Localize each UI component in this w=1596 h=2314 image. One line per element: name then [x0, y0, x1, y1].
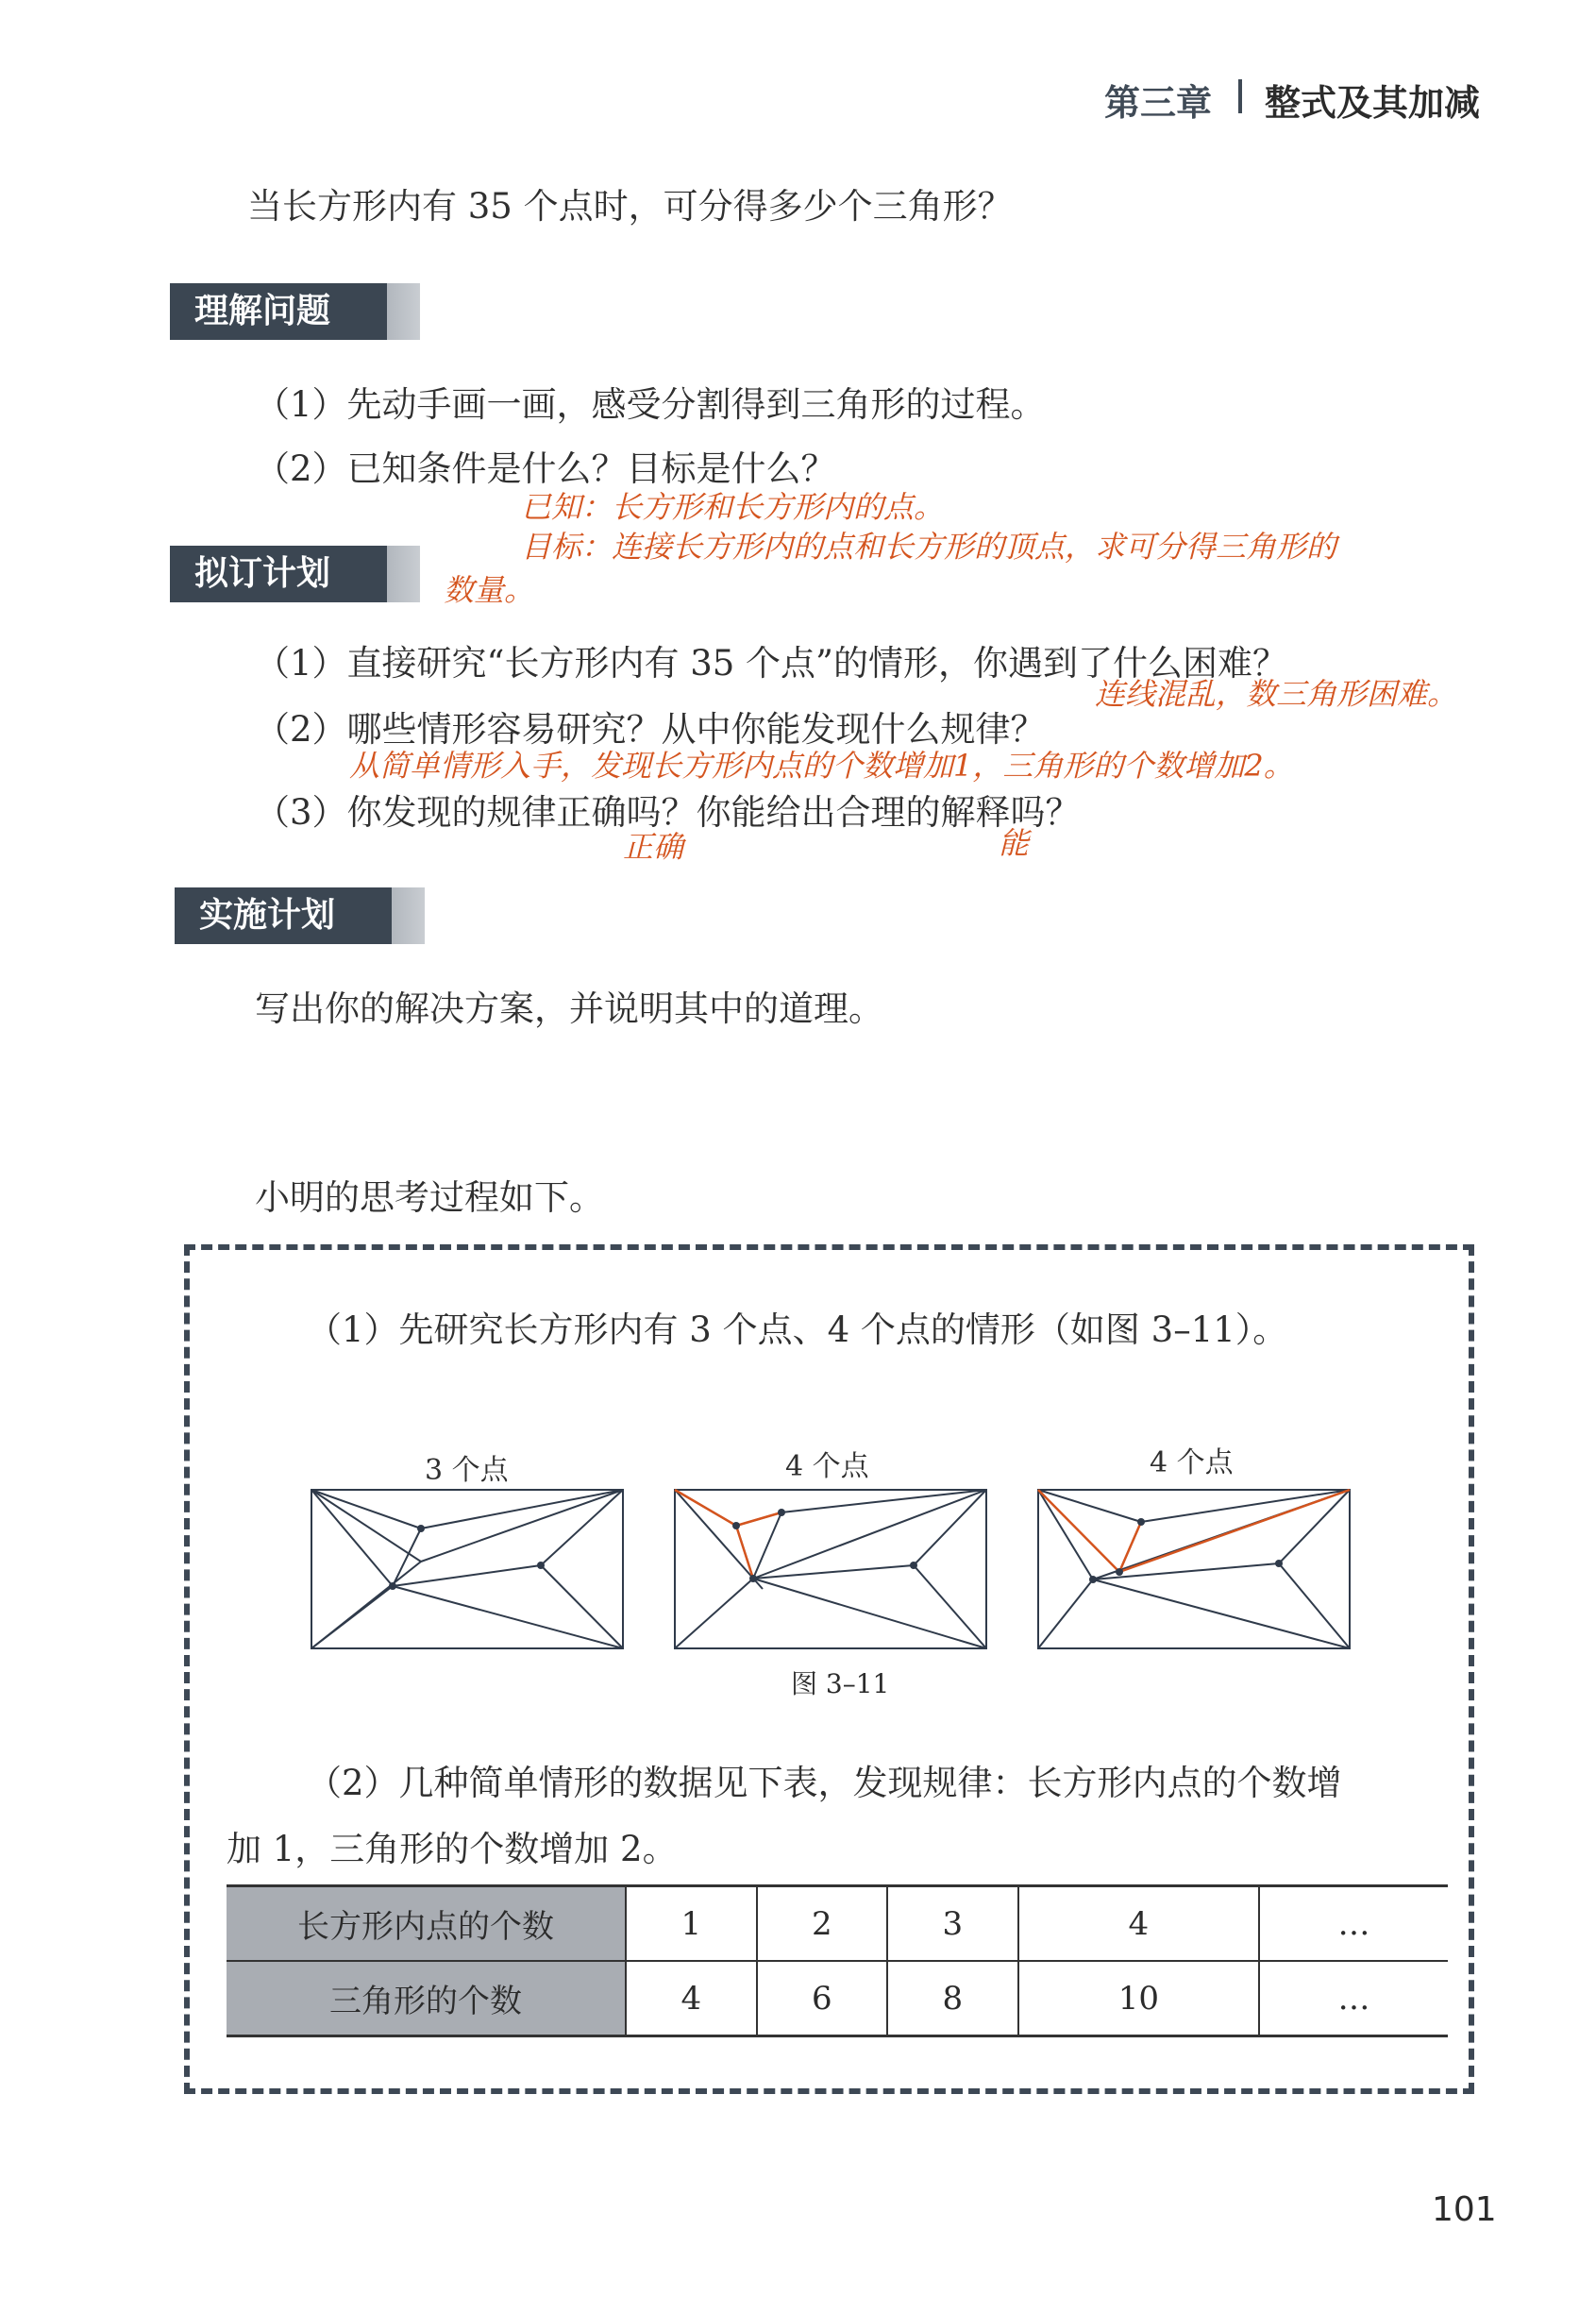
handwritten-can: 能	[999, 825, 1030, 861]
table-cell: 6	[757, 1961, 888, 2036]
figure-3-11-diagrams	[302, 1435, 1378, 1699]
section-badge-plan	[170, 546, 420, 602]
handwritten-goal-cont: 数量。	[444, 572, 535, 608]
question-text: 当长方形内有 35 个点时，可分得多少个三角形？	[247, 186, 1013, 227]
data-table	[227, 1884, 1448, 2037]
table-cell: 3	[887, 1886, 1018, 1962]
figure-caption: 图 3–11	[791, 1668, 890, 1699]
section-title-implement: 实施计划	[175, 887, 392, 944]
row-header-triangles: 三角形的个数	[227, 1961, 626, 2036]
handwritten-difficulty: 连线混乱，数三角形困难。	[1095, 676, 1458, 712]
understand-item-2: （2）已知条件是什么？目标是什么？	[255, 448, 836, 489]
handwritten-correct: 正确	[623, 829, 684, 865]
handwritten-goal: 目标：连接长方形内的点和长方形的顶点，求可分得三角形的	[521, 529, 1337, 565]
section-badge-understand	[170, 283, 420, 340]
figure-label-4-points-b: 4 个点	[1150, 1446, 1234, 1479]
header-separator	[1238, 79, 1242, 113]
chapter-label: 第三章	[1104, 82, 1213, 124]
diagram-4-points-b	[1038, 1490, 1350, 1648]
table-cell: 1	[626, 1886, 757, 1962]
figure-label-3-points: 3 个点	[425, 1454, 509, 1487]
figure-label-4-points-a: 4 个点	[785, 1450, 869, 1483]
plan-item-2: （2）哪些情形容易研究？从中你能发现什么规律？	[255, 709, 1046, 750]
table-row-triangles	[227, 1961, 1448, 2036]
diagram-3-points	[311, 1490, 623, 1648]
xiaoming-intro: 小明的思考过程如下。	[255, 1177, 604, 1218]
table-cell: 10	[1018, 1961, 1259, 2036]
handwritten-known: 已知：长方形和长方形内的点。	[521, 489, 945, 525]
implement-text: 写出你的解决方案，并说明其中的道理。	[255, 988, 883, 1029]
table-cell: …	[1259, 1961, 1448, 2036]
table-cell: 4	[626, 1961, 757, 2036]
step-2-text-line1: （2）几种简单情形的数据见下表，发现规律：长方形内点的个数增	[307, 1763, 1342, 1803]
understand-item-1: （1）先动手画一画，感受分割得到三角形的过程。	[255, 384, 1046, 425]
section-title-plan: 拟订计划	[170, 546, 387, 602]
table-cell: 4	[1018, 1886, 1259, 1962]
chapter-title: 整式及其加减	[1265, 82, 1481, 124]
plan-item-1: （1）直接研究“长方形内有 35 个点”的情形，你遇到了什么困难？	[255, 643, 1287, 684]
table-cell: 2	[757, 1886, 888, 1962]
handwritten-pattern: 从简单情形入手，发现长方形内点的个数增加1，三角形的个数增加2。	[349, 748, 1294, 784]
row-header-points: 长方形内点的个数	[227, 1886, 626, 1962]
step-2-text-line2: 加 1，三角形的个数增加 2。	[227, 1829, 678, 1869]
section-title-understand: 理解问题	[170, 283, 387, 340]
table-cell: 8	[887, 1961, 1018, 2036]
section-badge-implement	[175, 887, 425, 944]
plan-item-3: （3）你发现的规律正确吗？你能给出合理的解释吗？	[255, 792, 1081, 833]
page-number: 101	[1432, 2190, 1497, 2229]
table-row-points	[227, 1886, 1448, 1962]
diagram-4-points-a	[675, 1490, 986, 1648]
step-1-text: （1）先研究长方形内有 3 个点、4 个点的情形（如图 3–11）。	[307, 1309, 1288, 1350]
table-cell: …	[1259, 1886, 1448, 1962]
